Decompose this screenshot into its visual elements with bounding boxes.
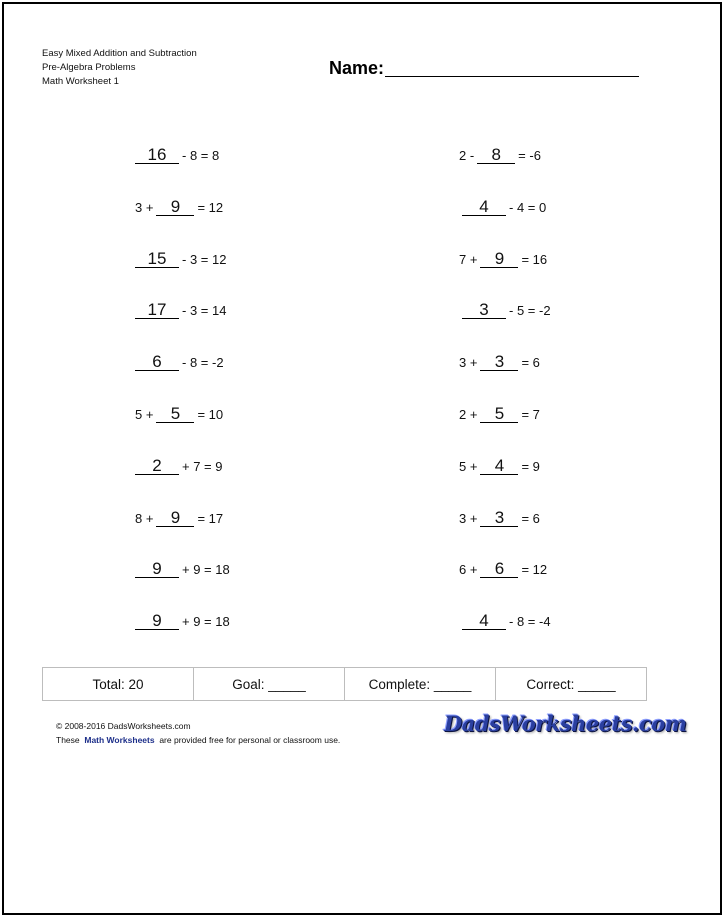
left-problem-3 (135, 251, 226, 268)
answer-blank[interactable]: 4 (462, 613, 506, 630)
problem-suffix: - 8 = -2 (182, 355, 224, 370)
worksheet-page (2, 2, 722, 915)
math-worksheets-link[interactable]: Math Worksheets (84, 735, 155, 745)
answer-blank[interactable]: 17 (135, 302, 179, 319)
left-problem-9 (135, 561, 230, 578)
problem-suffix: = 12 (521, 562, 548, 577)
worksheet-number: Math Worksheet 1 (42, 76, 119, 87)
problem-suffix: - 5 = -2 (509, 303, 551, 318)
worksheet-title: Easy Mixed Addition and Subtraction (42, 48, 197, 59)
right-problem-9 (459, 561, 547, 578)
answer-blank[interactable]: 9 (480, 251, 518, 268)
problem-prefix: 3 + (135, 200, 154, 215)
problem-suffix: - 8 = 8 (182, 148, 220, 163)
problem-suffix: + 7 = 9 (182, 459, 223, 474)
answer-blank[interactable]: 15 (135, 251, 179, 268)
right-problem-2 (462, 199, 546, 216)
footer-post: are provided free for personal or classroom use. (159, 735, 341, 745)
right-problem-5 (459, 354, 540, 371)
problem-prefix: 7 + (459, 252, 478, 267)
dadsworksheets-logo: DadsWorksheets.com (444, 711, 687, 736)
problem-prefix: 3 + (459, 511, 478, 526)
problem-prefix: 6 + (459, 562, 478, 577)
summary-complete: Complete: _____ (345, 668, 496, 700)
summary-correct: Correct: _____ (526, 676, 616, 692)
name-label: Name: (329, 58, 385, 78)
answer-blank[interactable]: 8 (477, 147, 515, 164)
footer-pre: These (56, 735, 80, 745)
left-problem-2 (135, 199, 223, 216)
answer-blank[interactable]: 5 (480, 406, 518, 423)
problem-suffix: - 3 = 12 (182, 252, 227, 267)
right-problem-1 (459, 147, 541, 164)
answer-blank[interactable]: 9 (156, 199, 194, 216)
problem-prefix: 8 + (135, 511, 154, 526)
problem-suffix: = 16 (521, 252, 548, 267)
summary-bar (42, 667, 647, 701)
problem-suffix: = 7 (521, 407, 540, 422)
problem-suffix: = -6 (518, 148, 541, 163)
problem-suffix: - 4 = 0 (509, 200, 547, 215)
problem-prefix: 5 + (135, 407, 154, 422)
footer (56, 719, 340, 747)
right-problem-6 (459, 406, 540, 423)
right-problem-10 (462, 613, 551, 630)
right-problem-7 (459, 458, 540, 475)
summary-total: Total: 20 (43, 668, 194, 700)
answer-blank[interactable]: 6 (480, 561, 518, 578)
problem-suffix: - 3 = 14 (182, 303, 227, 318)
problem-suffix: = 10 (197, 407, 224, 422)
answer-blank[interactable]: 9 (156, 510, 194, 527)
problem-suffix: = 17 (197, 511, 224, 526)
summary-goal: Goal: _____ (194, 668, 345, 700)
left-problem-8 (135, 510, 223, 527)
problem-suffix: = 12 (197, 200, 224, 215)
problems-area (4, 4, 720, 913)
left-problem-10 (135, 613, 230, 630)
left-problem-7 (135, 458, 222, 475)
answer-blank[interactable]: 3 (480, 510, 518, 527)
left-problem-6 (135, 406, 223, 423)
answer-blank[interactable]: 4 (462, 199, 506, 216)
answer-blank[interactable]: 2 (135, 458, 179, 475)
left-problem-5 (135, 354, 224, 371)
answer-blank[interactable]: 4 (480, 458, 518, 475)
problem-prefix: 2 - (459, 148, 475, 163)
copyright: © 2008-2016 DadsWorksheets.com (56, 721, 191, 731)
problem-suffix: + 9 = 18 (182, 562, 230, 577)
answer-blank[interactable]: 9 (135, 561, 179, 578)
answer-blank[interactable]: 9 (135, 613, 179, 630)
worksheet-subtitle: Pre-Algebra Problems (42, 62, 136, 73)
problem-prefix: 2 + (459, 407, 478, 422)
problem-suffix: = 9 (521, 459, 540, 474)
right-problem-3 (459, 251, 547, 268)
right-problem-8 (459, 510, 540, 527)
problem-suffix: + 9 = 18 (182, 614, 230, 629)
answer-blank[interactable]: 5 (156, 406, 194, 423)
answer-blank[interactable]: 16 (135, 147, 179, 164)
footer-note (56, 733, 340, 747)
problem-prefix: 5 + (459, 459, 478, 474)
answer-blank[interactable]: 6 (135, 354, 179, 371)
left-problem-1 (135, 147, 219, 164)
problem-suffix: = 6 (521, 511, 540, 526)
problem-suffix: = 6 (521, 355, 540, 370)
left-problem-4 (135, 302, 226, 319)
answer-blank[interactable]: 3 (480, 354, 518, 371)
problem-prefix: 3 + (459, 355, 478, 370)
right-problem-4 (462, 302, 551, 319)
answer-blank[interactable]: 3 (462, 302, 506, 319)
problem-suffix: - 8 = -4 (509, 614, 551, 629)
